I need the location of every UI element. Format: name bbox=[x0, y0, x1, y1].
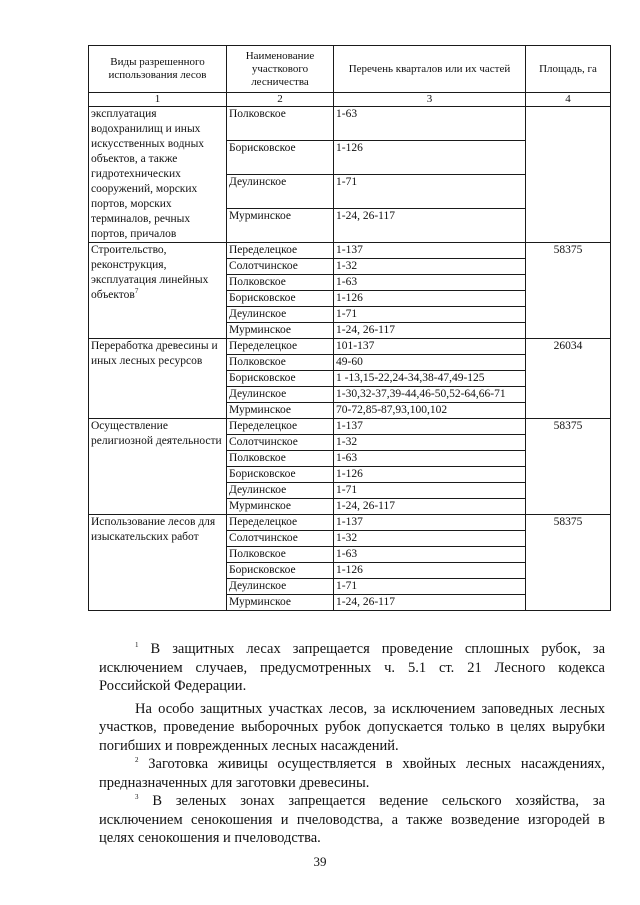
table-row bbox=[89, 515, 611, 531]
forestry-cell: Солотчинское bbox=[227, 531, 334, 547]
quarters-cell: 1-24, 26-117 bbox=[334, 323, 526, 339]
forest-use-table bbox=[88, 45, 611, 611]
activity-text: Осуществление религиозной деятельности bbox=[91, 420, 222, 447]
forestry-cell: Мурминское bbox=[227, 499, 334, 515]
table-header-row bbox=[89, 46, 611, 93]
quarters-cell: 1-63 bbox=[334, 275, 526, 291]
forestry-cell: Мурминское bbox=[227, 323, 334, 339]
forestry-cell: Полковское bbox=[227, 547, 334, 563]
forestry-cell: Борисковское bbox=[227, 291, 334, 307]
footnote-2 bbox=[99, 755, 605, 792]
header-quarters: Перечень кварталов или их частей bbox=[334, 46, 526, 93]
activity-text: эксплуатация водохранилищ и иных искусственных водных объектов, а также гидротехнических сооружений, морских портов, морских терминалов, речных портов, причалов bbox=[91, 108, 205, 240]
activity-cell bbox=[89, 339, 227, 419]
forestry-cell: Деулинское bbox=[227, 175, 334, 209]
table-body bbox=[89, 107, 611, 611]
footnote-text: В защитных лесах запрещается проведение сплошных рубок, за исключением случаев, предусмотренных ч. 5.1 ст. 21 Лесного кодекса Российской Федерации. bbox=[99, 641, 606, 694]
quarters-cell: 101-137 bbox=[334, 339, 526, 355]
footnote-3 bbox=[99, 792, 605, 848]
header-forestry: Наименование участкового лесничества bbox=[227, 46, 334, 93]
area-cell: 26034 bbox=[526, 339, 611, 419]
column-number: 2 bbox=[227, 93, 334, 107]
quarters-cell: 1-32 bbox=[334, 531, 526, 547]
table-row bbox=[89, 419, 611, 435]
quarters-cell: 1 -13,15-22,24-34,38-47,49-125 bbox=[334, 371, 526, 387]
quarters-cell: 1-32 bbox=[334, 259, 526, 275]
quarters-cell: 1-137 bbox=[334, 419, 526, 435]
quarters-cell: 1-32 bbox=[334, 435, 526, 451]
footnote-ref: 7 bbox=[134, 287, 139, 296]
forestry-cell: Полковское bbox=[227, 275, 334, 291]
quarters-cell: 1-126 bbox=[334, 291, 526, 307]
activity-cell bbox=[89, 107, 227, 243]
forestry-cell: Деулинское bbox=[227, 307, 334, 323]
quarters-cell: 1-71 bbox=[334, 483, 526, 499]
forestry-cell: Переделецкое bbox=[227, 243, 334, 259]
footnote-text: Заготовка живицы осуществляется в хвойных лесных насаждениях, предназначенных для заготовки древесины. bbox=[99, 756, 606, 791]
footnote-1 bbox=[99, 640, 605, 696]
forestry-cell: Переделецкое bbox=[227, 419, 334, 435]
forestry-cell: Деулинское bbox=[227, 387, 334, 403]
quarters-cell: 1-30,32-37,39-44,46-50,52-64,66-71 bbox=[334, 387, 526, 403]
quarters-cell: 1-137 bbox=[334, 243, 526, 259]
column-number: 1 bbox=[89, 93, 227, 107]
forestry-cell: Солотчинское bbox=[227, 259, 334, 275]
quarters-cell: 1-63 bbox=[334, 107, 526, 141]
forestry-cell: Полковское bbox=[227, 107, 334, 141]
area-cell: 58375 bbox=[526, 419, 611, 515]
forestry-cell: Борисковское bbox=[227, 371, 334, 387]
table-row bbox=[89, 339, 611, 355]
table-row bbox=[89, 243, 611, 259]
table-row bbox=[89, 107, 611, 141]
column-number: 3 bbox=[334, 93, 526, 107]
activity-cell bbox=[89, 243, 227, 339]
footnote-text: На особо защитных участках лесов, за исключением заповедных лесных участков, проведение выборочных рубок допускается только в целях вырубки погибших и поврежденных лесных насаждений. bbox=[99, 700, 605, 754]
activity-text: Строительство, реконструкция, эксплуатация линейных объектов bbox=[91, 244, 209, 301]
activity-text: Переработка древесины и иных лесных ресурсов bbox=[91, 340, 218, 367]
forestry-cell: Полковское bbox=[227, 355, 334, 371]
header-area: Площадь, га bbox=[526, 46, 611, 93]
area-cell: 58375 bbox=[526, 243, 611, 339]
quarters-cell: 1-24, 26-117 bbox=[334, 499, 526, 515]
forestry-cell: Переделецкое bbox=[227, 339, 334, 355]
area-cell bbox=[526, 107, 611, 243]
quarters-cell: 1-126 bbox=[334, 141, 526, 175]
quarters-cell: 1-71 bbox=[334, 307, 526, 323]
forestry-cell: Солотчинское bbox=[227, 435, 334, 451]
forestry-cell: Деулинское bbox=[227, 579, 334, 595]
forestry-cell: Переделецкое bbox=[227, 515, 334, 531]
forestry-cell: Мурминское bbox=[227, 403, 334, 419]
activity-cell bbox=[89, 419, 227, 515]
footnote-mark: 2 bbox=[135, 756, 139, 765]
forestry-cell: Мурминское bbox=[227, 595, 334, 611]
quarters-cell: 1-24, 26-117 bbox=[334, 595, 526, 611]
column-number-row bbox=[89, 93, 611, 107]
quarters-cell: 1-137 bbox=[334, 515, 526, 531]
forestry-cell: Борисковское bbox=[227, 563, 334, 579]
quarters-cell: 1-71 bbox=[334, 579, 526, 595]
quarters-cell: 1-63 bbox=[334, 451, 526, 467]
footnote-mark: 1 bbox=[135, 641, 139, 650]
quarters-cell: 1-24, 26-117 bbox=[334, 209, 526, 243]
column-number: 4 bbox=[526, 93, 611, 107]
footnote-text: В зеленых зонах запрещается ведение сельского хозяйства, за исключением сенокошения и пчеловодства, а также возведение изгородей в целях сенокошения и пчеловодства. bbox=[99, 793, 605, 846]
area-cell: 58375 bbox=[526, 515, 611, 611]
quarters-cell: 1-63 bbox=[334, 547, 526, 563]
quarters-cell: 70-72,85-87,93,100,102 bbox=[334, 403, 526, 419]
activity-cell bbox=[89, 515, 227, 611]
activity-text: Использование лесов для изыскательских работ bbox=[91, 516, 216, 543]
forestry-cell: Деулинское bbox=[227, 483, 334, 499]
quarters-cell: 49-60 bbox=[334, 355, 526, 371]
quarters-cell: 1-126 bbox=[334, 563, 526, 579]
page-number: 39 bbox=[313, 854, 327, 869]
footnotes bbox=[99, 640, 605, 848]
forestry-cell: Борисковское bbox=[227, 141, 334, 175]
forestry-cell: Мурминское bbox=[227, 209, 334, 243]
quarters-cell: 1-126 bbox=[334, 467, 526, 483]
header-activity: Виды разрешенного использования лесов bbox=[89, 46, 227, 93]
footnote-mark: 3 bbox=[135, 793, 139, 802]
footnote-note bbox=[99, 700, 605, 756]
forestry-cell: Борисковское bbox=[227, 467, 334, 483]
forestry-cell: Полковское bbox=[227, 451, 334, 467]
quarters-cell: 1-71 bbox=[334, 175, 526, 209]
